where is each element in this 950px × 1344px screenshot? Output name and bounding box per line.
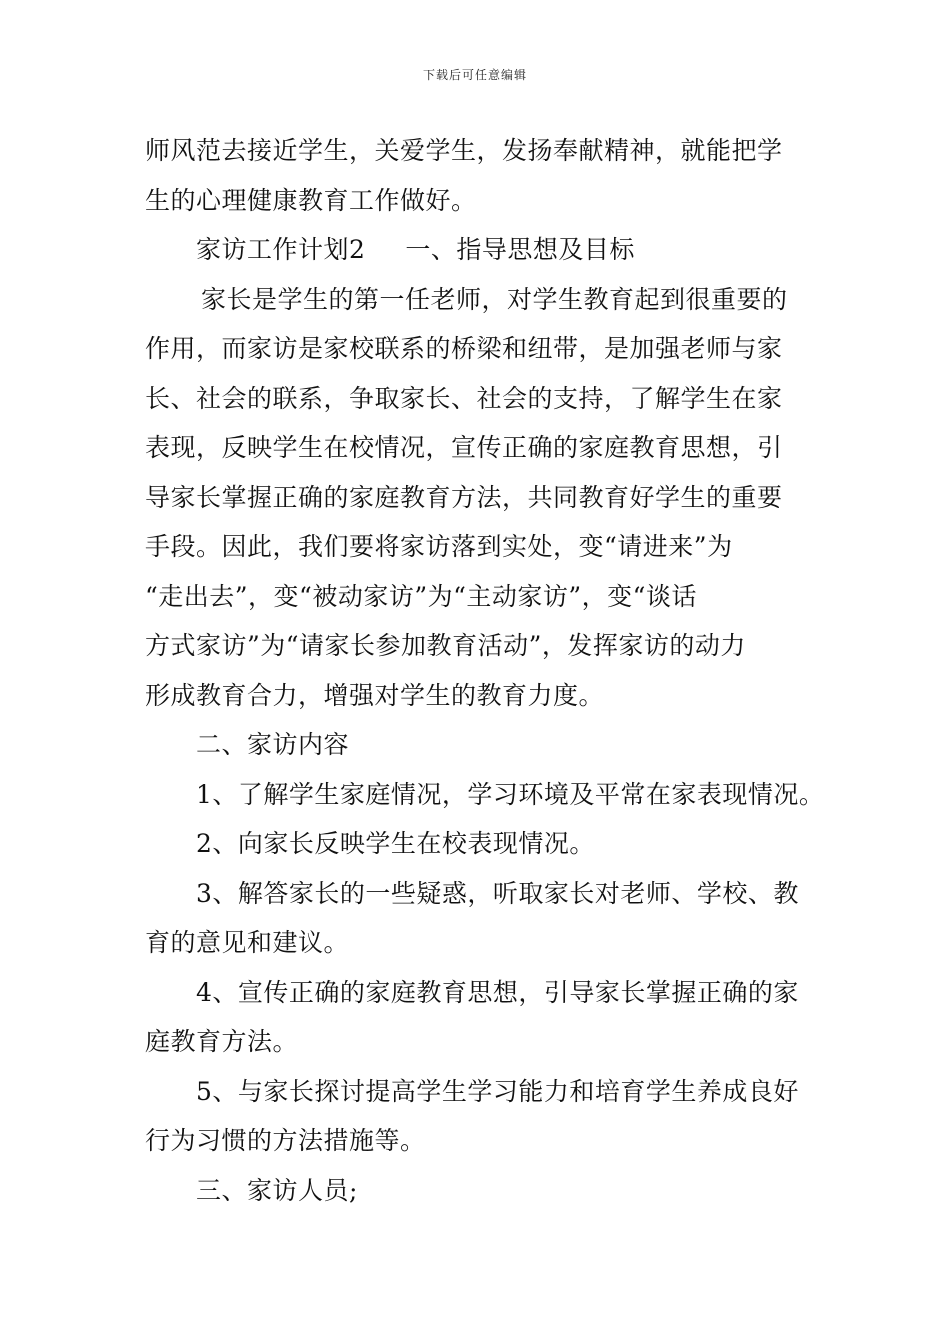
page-header-note: 下载后可任意编辑 — [422, 68, 527, 82]
paragraph-line: 导家长掌握正确的家庭教育方法，共同教育好学生的重要 — [145, 482, 783, 512]
list-item-continuation: 行为习惯的方法措施等。 — [145, 1126, 426, 1155]
plan-title: 家访工作计划2 — [196, 235, 366, 264]
paragraph-line: “走出去”，变“被动家访”为“主动家访”，变“谈话 — [145, 581, 697, 611]
paragraph-line: 生的心理健康教育工作做好。 — [145, 185, 477, 215]
paragraph-line: 手段。因此，我们要将家访落到实处，变“请进来”为 — [145, 532, 733, 561]
paragraph-line: 长、社会的联系，争取家长、社会的支持，了解学生在家 — [145, 383, 783, 413]
list-item: 3、解答家长的一些疑惑，听取家长对老师、学校、教 — [196, 878, 799, 908]
list-item: 1、了解学生家庭情况，学习环境及平常在家表现情况。 — [196, 779, 825, 809]
section-heading: 二、家访内容 — [196, 730, 350, 759]
paragraph-line: 形成教育合力，增强对学生的教育力度。 — [145, 680, 605, 710]
document-body — [145, 126, 825, 1215]
list-item: 4、宣传正确的家庭教育思想，引导家长掌握正确的家 — [196, 977, 799, 1007]
section-heading: 三、家访人员; — [196, 1175, 358, 1205]
section-heading: 一、指导思想及目标 — [405, 235, 635, 264]
list-item: 2、向家长反映学生在校表现情况。 — [196, 829, 595, 858]
paragraph-line: 师风范去接近学生，关爱学生，发扬奉献精神，就能把学 — [145, 136, 783, 165]
paragraph-line: 方式家访”为“请家长参加教育活动”，发挥家访的动力 — [145, 631, 746, 660]
paragraph-line: 家长是学生的第一任老师，对学生教育起到很重要的 — [201, 284, 788, 314]
section-heading-line — [145, 225, 810, 275]
paragraph-line: 表现，反映学生在校情况，宣传正确的家庭教育思想，引 — [145, 433, 783, 462]
list-item-continuation: 庭教育方法。 — [145, 1027, 299, 1056]
paragraph-line: 作用，而家访是家校联系的桥梁和纽带，是加强老师与家 — [145, 334, 783, 363]
list-item-continuation: 育的意见和建议。 — [145, 928, 350, 957]
list-item: 5、与家长探讨提高学生学习能力和培育学生养成良好 — [196, 1076, 799, 1106]
